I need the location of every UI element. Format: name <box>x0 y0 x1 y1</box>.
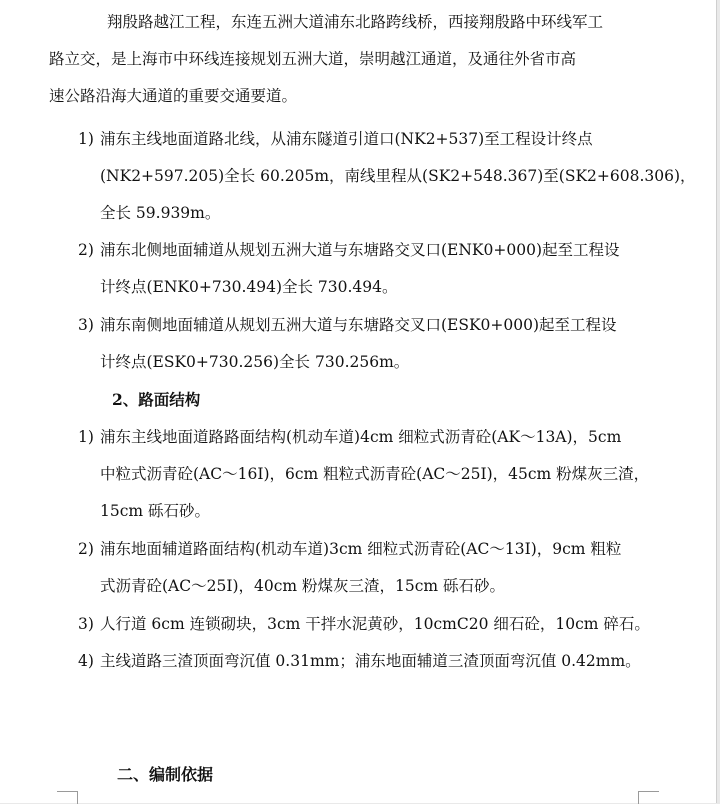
list-item-line: 人行道 6cm 连锁砌块，3cm 干拌水泥黄砂，10cmC20 细石砼，10cm 碎石。 <box>100 615 650 633</box>
list-item-text <box>100 232 650 306</box>
list-item-number: 4) <box>78 652 94 670</box>
list-item-text <box>100 643 650 680</box>
list-item-line: (NK2+597.205)全长 60.205m，南线里程从(SK2+548.367)至(SK2+608.306)， <box>100 167 696 185</box>
list-item-line: 浦东主线地面道路北线，从浦东隧道引道口(NK2+537)至工程设计终点 <box>100 130 593 148</box>
list-item-line: 计终点(ENK0+730.494)全长 730.494。 <box>100 278 398 296</box>
list-item-line: 中粒式沥青砼(AC～16I)，6cm 粗粒式沥青砼(AC～25I)，45cm 粉煤灰三渣， <box>100 465 650 483</box>
intro-line: 翔殷路越江工程，东连五洲大道浦东北路跨线桥，西接翔殷路中环线军工 <box>107 13 604 31</box>
list-item-text <box>100 419 650 530</box>
list-item-number: 2) <box>78 540 94 558</box>
list-item-line: 计终点(ESK0+730.256)全长 730.256m。 <box>100 353 410 371</box>
list-item-text <box>100 121 696 232</box>
list-item <box>78 232 650 306</box>
list-item <box>78 531 650 605</box>
page-corner-mark <box>638 791 659 804</box>
list-item <box>78 606 650 643</box>
list-item-text <box>100 606 650 643</box>
page-corner-mark <box>57 791 78 804</box>
list-item <box>78 643 650 680</box>
list-item-line: 全长 59.939m。 <box>100 204 221 222</box>
list-item-number: 3) <box>78 316 94 334</box>
list-item-line: 浦东北侧地面辅道从规划五洲大道与东塘路交叉口(ENK0+000)起至工程设 <box>100 241 620 259</box>
list-item-number: 1) <box>78 130 94 148</box>
list-item-line: 浦东南侧地面辅道从规划五洲大道与东塘路交叉口(ESK0+000)起至工程设 <box>100 316 617 334</box>
intro-line: 速公路沿海大通道的重要交通要道。 <box>49 87 298 105</box>
chapter-heading: 二、编制依据 <box>117 765 214 784</box>
intro-line: 路立交，是上海市中环线连接规划五洲大道，崇明越江通道，及通往外省市高 <box>49 50 577 68</box>
list-item <box>78 307 650 381</box>
list-item-line: 主线道路三渣顶面弯沉值 0.31mm；浦东地面辅道三渣顶面弯沉值 0.42mm。 <box>100 652 641 670</box>
list-item-number: 1) <box>78 428 94 446</box>
list-item-line: 浦东地面辅道路面结构(机动车道)3cm 细粒式沥青砼(AC～13I)，9cm 粗粒 <box>100 540 622 558</box>
list-item-line: 15cm 砾石砂。 <box>100 502 211 520</box>
list-item-number: 3) <box>78 615 94 633</box>
list-item-number: 2) <box>78 241 94 259</box>
intro-paragraph <box>49 4 650 115</box>
list-item-line: 浦东主线地面道路路面结构(机动车道)4cm 细粒式沥青砼(AK～13A)，5cm <box>100 428 622 446</box>
section-heading: 2、路面结构 <box>112 390 201 409</box>
list-item <box>78 419 650 530</box>
list-item <box>78 121 696 232</box>
list-item-text <box>100 307 650 381</box>
list-item-text <box>100 531 650 605</box>
list-item-line: 式沥青砼(AC～25I)，40cm 粉煤灰三渣，15cm 砾石砂。 <box>100 577 506 595</box>
